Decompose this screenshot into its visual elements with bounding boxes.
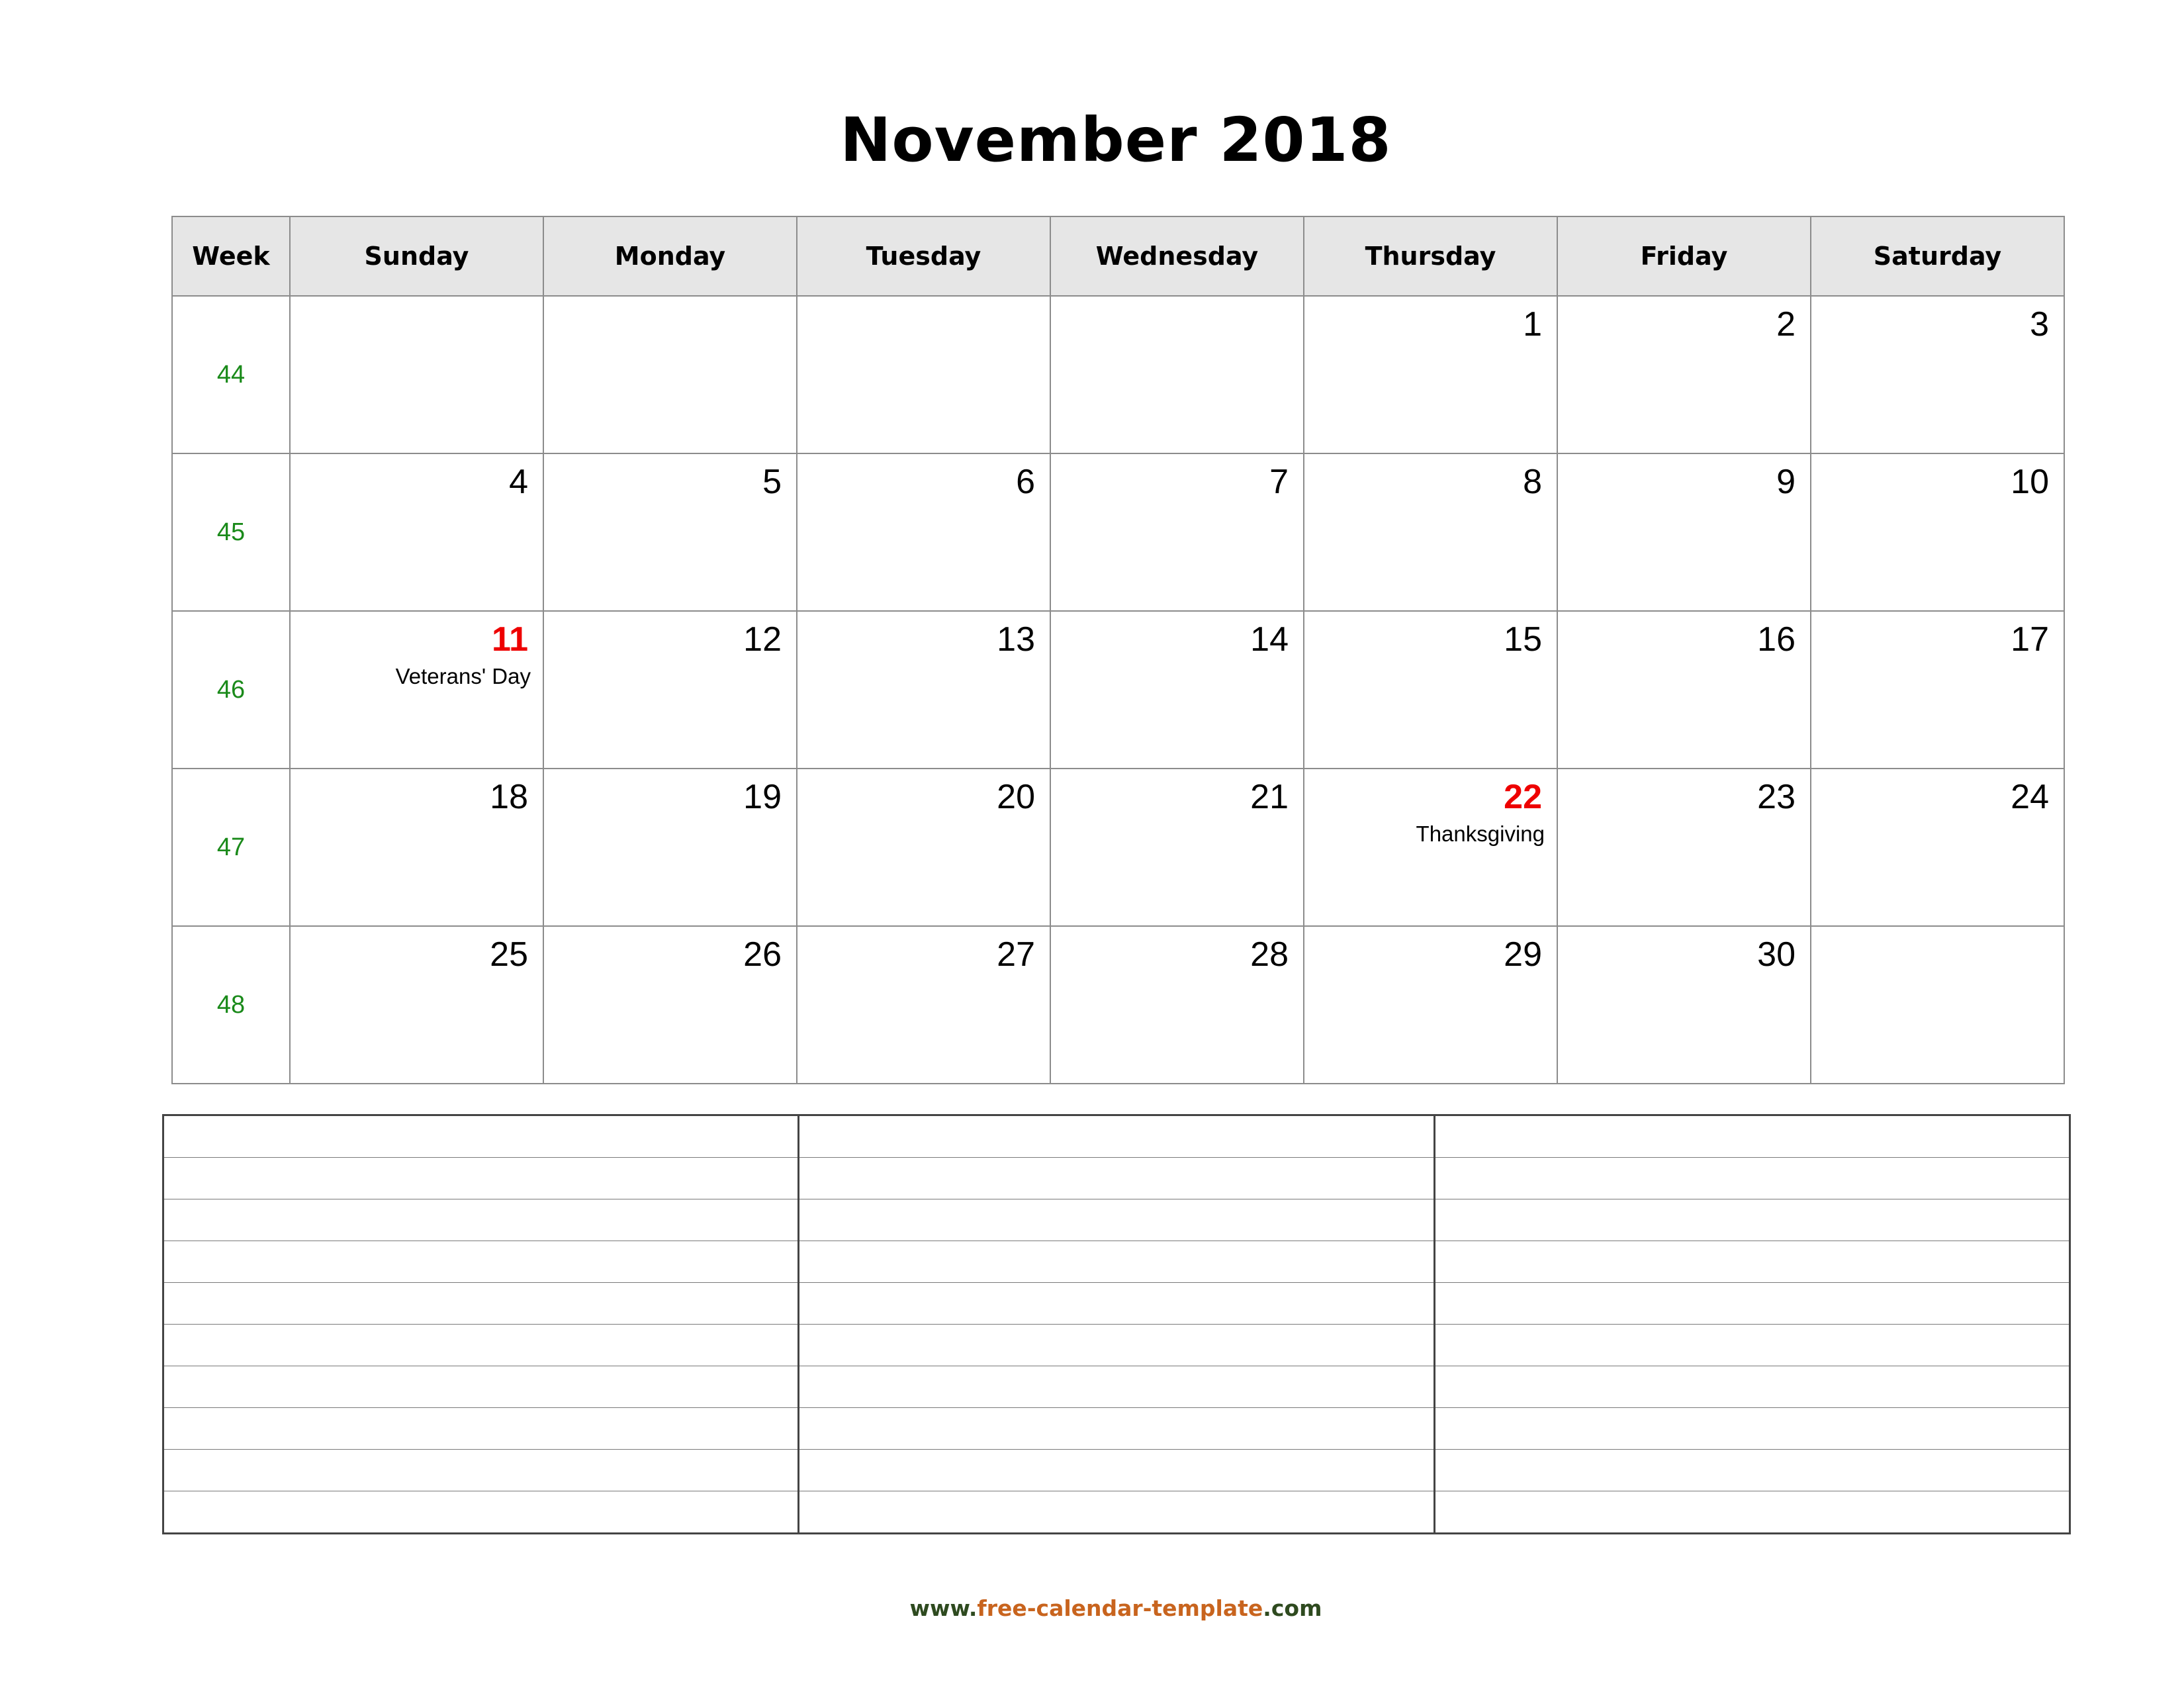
- day-number: 21: [1250, 778, 1289, 816]
- week-number: 44: [216, 360, 246, 389]
- holiday-day-number: 22: [1504, 778, 1542, 816]
- day-number: [544, 297, 796, 305]
- day-number: [1051, 297, 1303, 305]
- day-number: 2: [1776, 305, 1796, 344]
- notes-line[interactable]: [163, 1325, 799, 1366]
- week-column-header: Week: [172, 216, 290, 296]
- day-cell[interactable]: [1050, 769, 1304, 926]
- calendar-title: November 2018: [840, 105, 1392, 175]
- day-cell-veterans-day[interactable]: [290, 611, 543, 769]
- weekday-header-row: [172, 216, 2064, 296]
- notes-row: [163, 1241, 2070, 1283]
- notes-row: [163, 1325, 2070, 1366]
- notes-line[interactable]: [163, 1491, 799, 1534]
- day-cell[interactable]: [543, 926, 797, 1084]
- day-number: 8: [1523, 463, 1542, 501]
- day-number: 25: [490, 935, 528, 974]
- holiday-label: Veterans' Day: [395, 664, 531, 688]
- day-number: 5: [762, 463, 782, 501]
- notes-line[interactable]: [799, 1115, 1434, 1158]
- week-number-cell: [172, 296, 290, 453]
- day-number: 26: [743, 935, 782, 974]
- day-cell[interactable]: [1811, 769, 2064, 926]
- day-number: 28: [1250, 935, 1289, 974]
- day-cell[interactable]: [1050, 296, 1304, 453]
- day-number: 10: [2011, 463, 2049, 501]
- notes-line[interactable]: [799, 1366, 1434, 1408]
- holiday-day-number: 11: [492, 620, 528, 659]
- notes-line[interactable]: [163, 1366, 799, 1408]
- day-number: 18: [490, 778, 528, 816]
- notes-line[interactable]: [799, 1158, 1434, 1199]
- week-row: [172, 453, 2064, 611]
- week-number-cell: [172, 926, 290, 1084]
- day-cell[interactable]: [290, 769, 543, 926]
- notes-line[interactable]: [1434, 1491, 2070, 1534]
- day-cell[interactable]: [290, 453, 543, 611]
- day-cell[interactable]: [290, 926, 543, 1084]
- day-cell[interactable]: [1557, 926, 1811, 1084]
- day-number: 7: [1269, 463, 1289, 501]
- day-number: 30: [1757, 935, 1796, 974]
- day-number: 1: [1523, 305, 1542, 344]
- notes-line[interactable]: [1434, 1241, 2070, 1283]
- day-number: 17: [2011, 620, 2049, 659]
- day-number: 15: [1504, 620, 1542, 659]
- week-row: [172, 769, 2064, 926]
- day-cell[interactable]: [1050, 926, 1304, 1084]
- footer-link-suffix: .com: [1263, 1595, 1322, 1621]
- day-number: [797, 297, 1050, 305]
- day-number: 12: [743, 620, 782, 659]
- day-cell[interactable]: [797, 611, 1050, 769]
- day-header-sunday: Sunday: [290, 216, 543, 296]
- notes-line[interactable]: [163, 1115, 799, 1158]
- day-number: 13: [997, 620, 1035, 659]
- day-cell[interactable]: [1811, 453, 2064, 611]
- day-cell[interactable]: [1304, 453, 1557, 611]
- footer-website-link[interactable]: [0, 1592, 2184, 1625]
- notes-line[interactable]: [799, 1199, 1434, 1241]
- notes-line[interactable]: [163, 1450, 799, 1491]
- week-number: 48: [216, 990, 246, 1019]
- day-cell[interactable]: [1557, 453, 1811, 611]
- day-number: 14: [1250, 620, 1289, 659]
- day-number: 4: [509, 463, 528, 501]
- notes-line[interactable]: [799, 1325, 1434, 1366]
- week-row: [172, 296, 2064, 453]
- day-cell[interactable]: [797, 926, 1050, 1084]
- day-number: 16: [1757, 620, 1796, 659]
- notes-line[interactable]: [799, 1408, 1434, 1450]
- day-cell[interactable]: [1811, 296, 2064, 453]
- day-number: 3: [2030, 305, 2049, 344]
- holiday-label: Thanksgiving: [1416, 821, 1545, 846]
- day-header-wednesday: Wednesday: [1050, 216, 1304, 296]
- notes-line[interactable]: [1434, 1325, 2070, 1366]
- day-cell[interactable]: [797, 769, 1050, 926]
- footer-link-prefix: www.: [909, 1595, 978, 1621]
- week-number: 47: [216, 833, 246, 861]
- notes-line[interactable]: [799, 1283, 1434, 1325]
- day-cell[interactable]: [1304, 296, 1557, 453]
- day-cell[interactable]: [543, 611, 797, 769]
- day-header-thursday: Thursday: [1304, 216, 1557, 296]
- notes-row: [163, 1283, 2070, 1325]
- day-number: 9: [1776, 463, 1796, 501]
- week-number: 46: [216, 675, 246, 704]
- notes-row: [163, 1450, 2070, 1491]
- day-cell[interactable]: [1811, 926, 2064, 1084]
- notes-row: [163, 1158, 2070, 1199]
- calendar-grid: [171, 216, 2065, 1084]
- footer-link-name: free-calendar-template: [977, 1595, 1263, 1621]
- notes-row: [163, 1115, 2070, 1158]
- notes-row: [163, 1408, 2070, 1450]
- day-number: 24: [2011, 778, 2049, 816]
- day-number: 6: [1016, 463, 1035, 501]
- notes-line[interactable]: [163, 1241, 799, 1283]
- notes-row: [163, 1491, 2070, 1534]
- day-header-tuesday: Tuesday: [797, 216, 1050, 296]
- day-cell[interactable]: [1304, 611, 1557, 769]
- day-cell[interactable]: [543, 453, 797, 611]
- day-number: 27: [997, 935, 1035, 974]
- day-number: [291, 297, 543, 305]
- day-number: 20: [997, 778, 1035, 816]
- day-cell[interactable]: [1811, 611, 2064, 769]
- notes-line[interactable]: [163, 1158, 799, 1199]
- notes-line[interactable]: [1434, 1450, 2070, 1491]
- notes-line[interactable]: [1434, 1199, 2070, 1241]
- week-number-cell: [172, 453, 290, 611]
- day-cell[interactable]: [543, 769, 797, 926]
- week-row: [172, 611, 2064, 769]
- day-cell[interactable]: [1304, 926, 1557, 1084]
- day-cell[interactable]: [290, 296, 543, 453]
- week-number: 45: [216, 518, 246, 546]
- day-cell[interactable]: [1050, 453, 1304, 611]
- day-cell[interactable]: [1557, 611, 1811, 769]
- notes-line[interactable]: [1434, 1158, 2070, 1199]
- notes-row: [163, 1199, 2070, 1241]
- notes-line[interactable]: [163, 1283, 799, 1325]
- day-header-friday: Friday: [1557, 216, 1811, 296]
- day-number: 19: [743, 778, 782, 816]
- notes-line[interactable]: [799, 1491, 1434, 1534]
- notes-line[interactable]: [163, 1199, 799, 1241]
- notes-row: [163, 1366, 2070, 1408]
- day-cell[interactable]: [797, 296, 1050, 453]
- notes-line[interactable]: [799, 1450, 1434, 1491]
- day-cell[interactable]: [543, 296, 797, 453]
- day-header-saturday: Saturday: [1811, 216, 2064, 296]
- notes-line[interactable]: [1434, 1283, 2070, 1325]
- day-cell[interactable]: [1557, 296, 1811, 453]
- day-number: 23: [1757, 778, 1796, 816]
- day-number: 29: [1504, 935, 1542, 974]
- notes-line[interactable]: [1434, 1366, 2070, 1408]
- week-row: [172, 926, 2064, 1084]
- day-header-monday: Monday: [543, 216, 797, 296]
- day-number: [1811, 927, 2064, 935]
- day-cell[interactable]: [797, 453, 1050, 611]
- week-number-cell: [172, 769, 290, 926]
- week-number-cell: [172, 611, 290, 769]
- notes-line[interactable]: [1434, 1408, 2070, 1450]
- day-cell-thanksgiving[interactable]: [1304, 769, 1557, 926]
- notes-line[interactable]: [1434, 1115, 2070, 1158]
- notes-line[interactable]: [163, 1408, 799, 1450]
- notes-table: [162, 1114, 2071, 1534]
- day-cell[interactable]: [1557, 769, 1811, 926]
- notes-line[interactable]: [799, 1241, 1434, 1283]
- day-cell[interactable]: [1050, 611, 1304, 769]
